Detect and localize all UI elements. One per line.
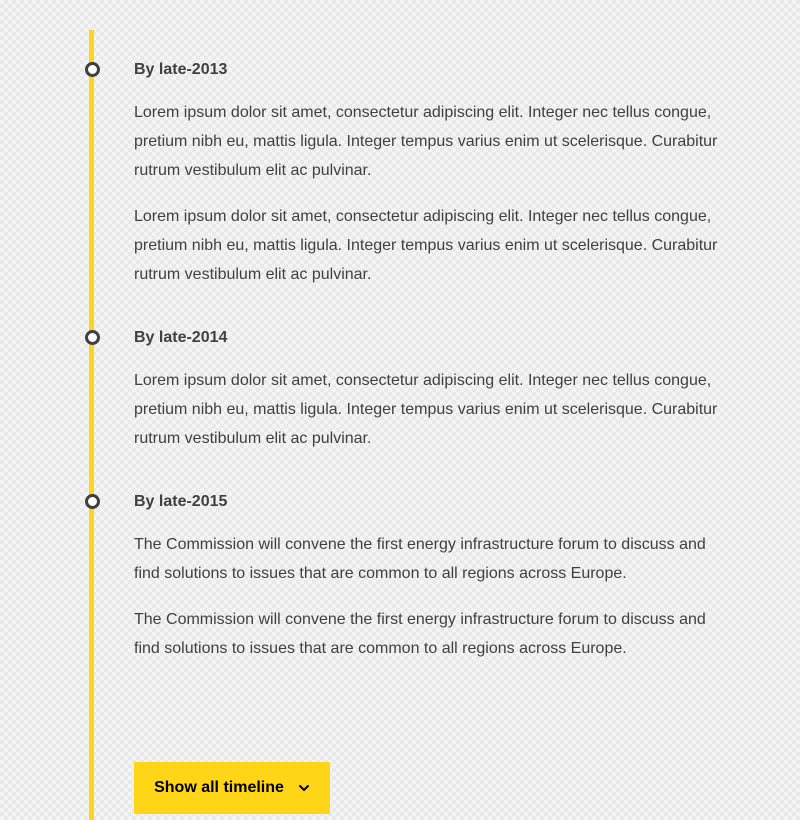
chevron-down-icon — [298, 784, 310, 792]
timeline-item-text: The Commission will convene the first energy infrastructure forum to discuss and find solutions to issues that are common to all regions across Europe. — [134, 611, 706, 657]
timeline-marker — [85, 330, 100, 345]
show-all-timeline-label: Show all timeline — [154, 779, 284, 796]
timeline-item-title: By late-2014 — [134, 329, 228, 346]
timeline-item-title: By late-2015 — [134, 493, 228, 510]
show-all-timeline-button[interactable] — [134, 762, 330, 814]
timeline-item-text: Lorem ipsum dolor sit amet, consectetur adipiscing elit. Integer nec tellus congue, pretium nibh eu, mattis ligula. Integer tempus varius enim ut scelerisque. Curabitur rutrum vestibulum elit ac pulvinar. — [134, 372, 718, 447]
timeline-marker — [85, 494, 100, 509]
timeline-item-title: By late-2013 — [134, 61, 228, 78]
timeline-item — [134, 492, 724, 680]
timeline-item-text: Lorem ipsum dolor sit amet, consectetur adipiscing elit. Integer nec tellus congue, pretium nibh eu, mattis ligula. Integer tempus varius enim ut scelerisque. Curabitur rutrum vestibulum elit ac pulvinar. — [134, 104, 718, 179]
timeline-marker — [85, 62, 100, 77]
timeline-item-text: Lorem ipsum dolor sit amet, consectetur adipiscing elit. Integer nec tellus congue, pretium nibh eu, mattis ligula. Integer tempus varius enim ut scelerisque. Curabitur rutrum vestibulum elit ac pulvinar. — [134, 208, 718, 283]
timeline-line — [89, 30, 94, 820]
timeline-item — [134, 60, 724, 306]
timeline-item-text: The Commission will convene the first energy infrastructure forum to discuss and find solutions to issues that are common to all regions across Europe. — [134, 536, 706, 582]
timeline-item — [134, 328, 724, 470]
